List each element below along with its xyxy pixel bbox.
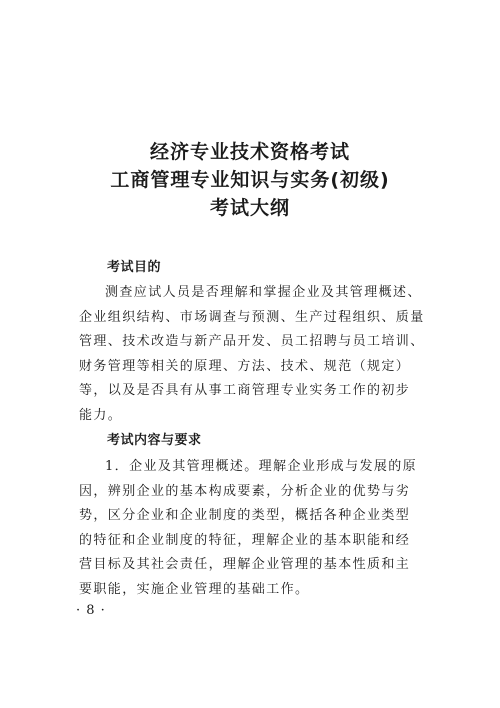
body-line: 测查应试人员是否理解和掌握企业及其管理概述、	[105, 285, 422, 300]
section-body-purpose	[79, 281, 431, 428]
section-heading-purpose: 考试目的	[107, 260, 162, 275]
body-line: 要职能，实施企业管理的基础工作。	[79, 581, 310, 597]
document-title	[0, 138, 500, 222]
body-line: 因，辨别企业的基本构成要素，分析企业的优势与劣	[79, 483, 411, 499]
section-heading-content: 考试内容与要求	[107, 433, 202, 448]
body-line: 等，以及是否具有从事工商管理专业实务工作的初步	[79, 383, 411, 398]
body-line: 营目标及其社会责任，理解企业管理的基本性质和主	[79, 557, 411, 572]
body-line: 的特征和企业制度的特征，理解企业的基本职能和经	[79, 532, 411, 548]
body-line: 管理、技术改造与新产品开发、员工招聘与员工培训、	[79, 334, 425, 349]
title-line-1: 经济专业技术资格考试	[149, 141, 350, 163]
body-line: 财务管理等相关的原理、方法、技术、规范（规定）	[79, 358, 411, 374]
page-number: · 8 ·	[76, 603, 106, 618]
body-line: 势，区分企业和企业制度的类型，概括各种企业类型	[79, 508, 411, 523]
body-line: 企业组织结构、市场调查与预测、生产过程组织、质量	[79, 309, 425, 325]
title-line-2: 工商管理专业知识与实务(初级)	[110, 169, 390, 191]
body-line: 能力。	[79, 407, 123, 423]
title-line-3: 考试大纲	[209, 197, 290, 219]
body-line: 1．企业及其管理概述。理解企业形成与发展的原	[105, 459, 418, 474]
section-body-content	[79, 455, 431, 602]
